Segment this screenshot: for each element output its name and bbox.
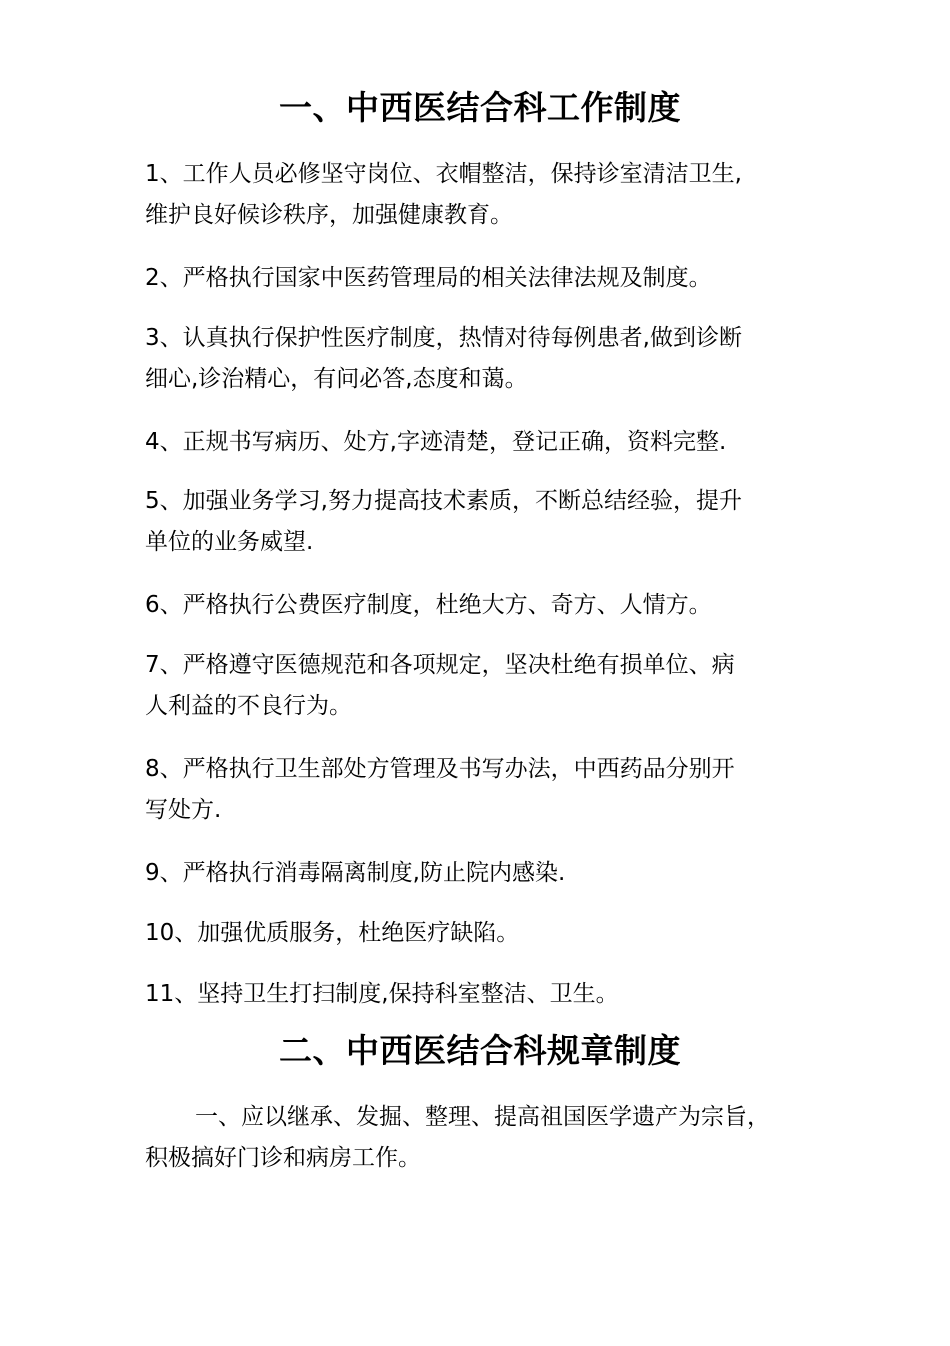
regulation-line: 一、应以继承、发掘、整理、提高祖国医学遗产为宗旨， xyxy=(195,1104,770,1130)
section-title-regulations: 二、中西医结合科规章制度 xyxy=(279,1031,681,1070)
rule-line: 11、坚持卫生打扫制度,保持科室整洁、卫生。 xyxy=(145,981,619,1007)
rule-line: 5、加强业务学习,努力提高技术素质，不断总结经验，提升 xyxy=(145,488,742,514)
rule-line: 2、严格执行国家中医药管理局的相关法律法规及制度。 xyxy=(145,265,712,291)
rule-item-2 xyxy=(145,258,815,299)
rule-item-3 xyxy=(145,318,815,400)
rule-line: 4、正规书写病历、处方,字迹清楚，登记正确，资料完整. xyxy=(145,429,727,455)
rule-item-4 xyxy=(145,422,815,463)
rule-line: 9、严格执行消毒隔离制度,防止院内感染. xyxy=(145,860,566,886)
rule-line: 1、工作人员必修坚守岗位、衣帽整洁，保持诊室清洁卫生, xyxy=(145,161,742,187)
rule-item-5 xyxy=(145,481,815,563)
rule-line: 维护良好候诊秩序，加强健康教育。 xyxy=(145,202,513,228)
rule-line: 3、认真执行保护性医疗制度，热情对待每例患者,做到诊断 xyxy=(145,325,742,351)
section-title-work-system: 一、中西医结合科工作制度 xyxy=(279,88,681,127)
rule-item-8 xyxy=(145,749,815,831)
rule-line: 细心,诊治精心，有问必答,态度和蔼。 xyxy=(145,366,528,392)
rule-line: 8、严格执行卫生部处方管理及书写办法，中西药品分别开 xyxy=(145,756,735,782)
rule-item-9 xyxy=(145,853,815,894)
rule-item-6 xyxy=(145,585,815,626)
rule-item-7 xyxy=(145,645,815,727)
rule-item-10 xyxy=(145,913,815,954)
regulation-item-1 xyxy=(145,1097,815,1179)
rule-line: 7、严格遵守医德规范和各项规定，坚决杜绝有损单位、病 xyxy=(145,652,735,678)
regulation-line: 积极搞好门诊和病房工作。 xyxy=(145,1145,421,1171)
rule-line: 人利益的不良行为。 xyxy=(145,693,352,719)
rule-line: 单位的业务威望. xyxy=(145,529,314,555)
rule-item-1 xyxy=(145,154,815,236)
rule-line: 10、加强优质服务，杜绝医疗缺陷。 xyxy=(145,920,520,946)
rule-line: 6、严格执行公费医疗制度，杜绝大方、奇方、人情方。 xyxy=(145,592,712,618)
rule-line: 写处方. xyxy=(145,797,222,823)
rule-item-11 xyxy=(145,974,815,1015)
